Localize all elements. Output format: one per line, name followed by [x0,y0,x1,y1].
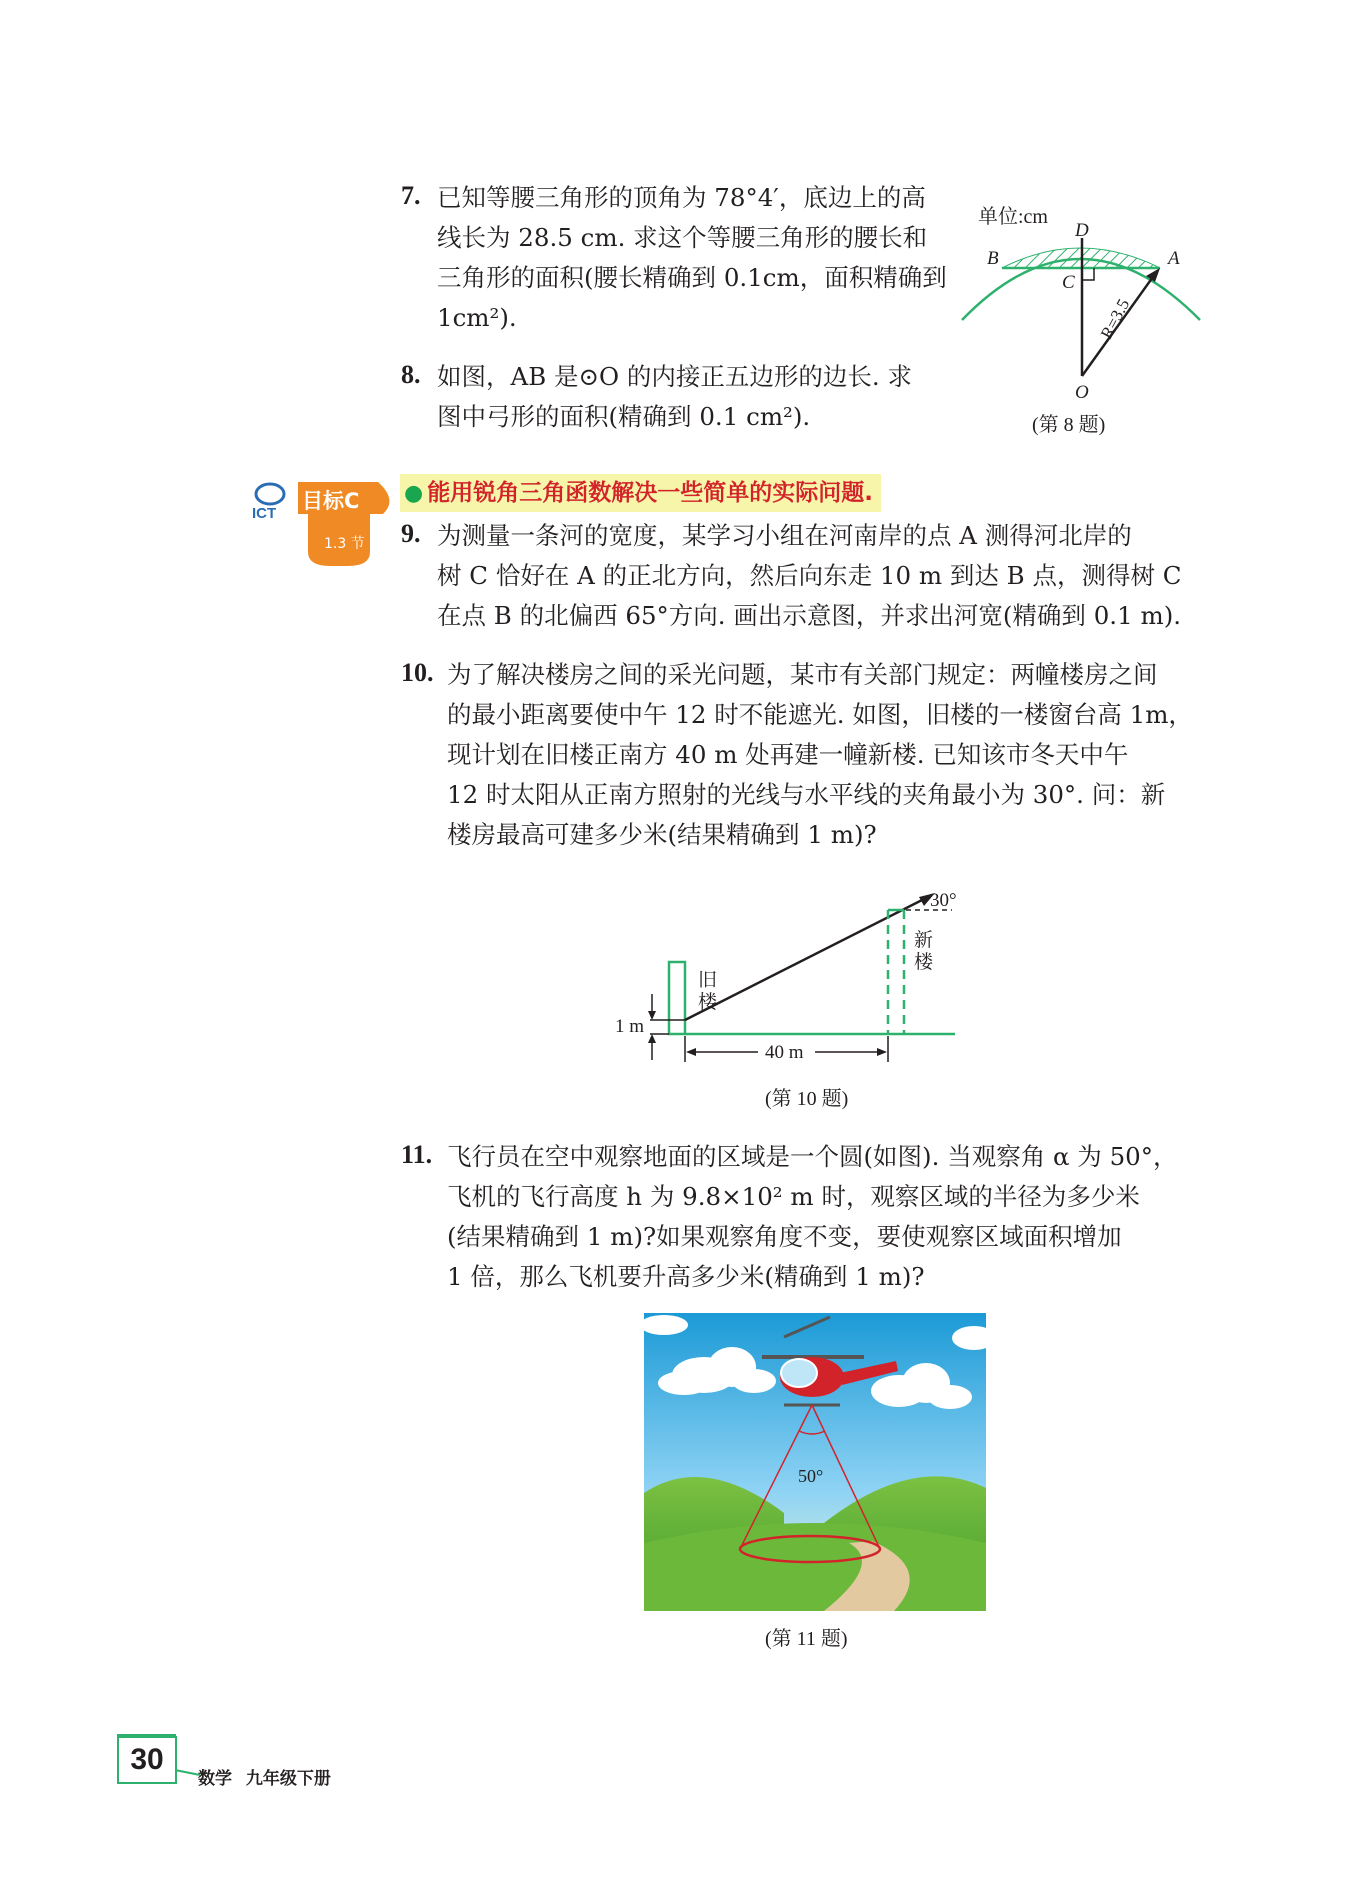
label-b: B [987,248,999,269]
problem-7-line: 1cm²). [437,303,517,332]
problem-10-text [447,655,1207,855]
problem-10-line: 现计划在旧楼正南方 40 m 处再建一幢新楼. 已知该市冬天中午 [447,740,1129,769]
problem-9-line: 为测量一条河的宽度，某学习小组在河南岸的点 A 测得河北岸的 [437,521,1132,550]
figure-8-diagram [950,218,1210,428]
label-c: C [1062,272,1075,293]
figure-11-caption: (第 11 题) [765,1628,848,1650]
problem-9-text [437,516,1207,636]
angle-50-label: 50° [798,1466,824,1486]
problem-10-line: 为了解决楼房之间的采光问题，某市有关部门规定：两幢楼房之间 [447,660,1158,689]
height-arrowhead-bottom-icon [648,1034,656,1043]
old-building-label-1: 旧 [698,970,718,991]
problem-7-text [437,178,957,338]
problem-7-number: 7. [401,181,421,210]
goal-bullet-icon: ● [404,481,424,506]
figure-8-caption: (第 8 题) [1032,414,1106,436]
height-label: 1 m [615,1016,645,1037]
label-d: D [1075,220,1089,241]
angle-label: 30° [930,890,957,911]
right-angle-mark [1082,268,1094,280]
goal-badge [248,470,398,580]
figure-10-caption: (第 10 题) [765,1088,849,1110]
page-number: 30 [117,1736,177,1784]
badge-section: 1.3 节 [324,536,365,552]
dist-arrow-left-icon [686,1048,696,1056]
problem-7-line: 线长为 28.5 cm. 求这个等腰三角形的腰长和 [437,223,928,252]
badge-title: 目标C [302,489,360,513]
problem-11-line: (结果精确到 1 m)?如果观察角度不变，要使观察区域面积增加 [447,1222,1122,1251]
label-r: R=3.5 [1096,295,1134,342]
height-arrowhead-top-icon [648,1011,656,1020]
sun-ray [685,896,930,1020]
problem-9-line: 树 C 恰好在 A 的正北方向，然后向东走 10 m 到达 B 点，测得树 C [437,561,1182,590]
problem-8-line: 如图，AB 是⊙O 的内接正五边形的边长. 求 [437,362,912,391]
problem-11-line: 飞机的飞行高度 h 为 9.8×10² m 时，观察区域的半径为多少米 [447,1182,1140,1211]
label-o: O [1075,382,1089,403]
new-building-label-2: 楼 [914,952,934,973]
problem-10-line: 的最小距离要使中午 12 时不能遮光. 如图，旧楼的一楼窗台高 1m， [447,700,1193,729]
problem-10-number: 10. [401,658,434,687]
figure-10-diagram [610,876,990,1076]
old-building [669,962,685,1034]
goal-text-content: 能用锐角三角函数解决一些简单的实际问题. [427,480,873,506]
ict-logo-icon [256,484,284,504]
problem-8-text [437,357,957,437]
figure-11-illustration [644,1313,986,1611]
problem-8-line: 图中弓形的面积(精确到 0.1 cm²). [437,402,811,431]
footer-book-title: 数学 九年级下册 [198,1769,331,1789]
problem-9-line: 在点 B 的北偏西 65°方向. 画出示意图，并求出河宽(精确到 0.1 m). [437,601,1182,630]
problem-8-number: 8. [401,360,421,389]
problem-10-line: 12 时太阳从正南方照射的光线与水平线的夹角最小为 30°. 问：新 [447,780,1166,809]
problem-7-line: 已知等腰三角形的顶角为 78°4′，底边上的高 [437,183,926,212]
problem-9-number: 9. [401,519,421,548]
dist-arrow-right-icon [877,1048,887,1056]
problem-11-number: 11. [401,1140,433,1169]
figure-8-unit: 单位:cm [978,206,1048,228]
problem-10-line: 楼房最高可建多少米(结果精确到 1 m)? [447,820,877,849]
problem-11-line: 1 倍，那么飞机要升高多少米(精确到 1 m)? [447,1262,925,1291]
problem-11-text [447,1137,1207,1297]
old-building-label-2: 楼 [698,992,718,1013]
label-a: A [1168,248,1180,269]
ict-logo-text: ICT [252,505,277,522]
distance-label: 40 m [765,1042,804,1063]
goal-text [400,474,881,512]
problem-11-line: 飞行员在空中观察地面的区域是一个圆(如图). 当观察角 α 为 50°， [447,1142,1178,1171]
new-building-label-1: 新 [914,930,934,951]
problem-7-line: 三角形的面积(腰长精确到 0.1cm，面积精确到 [437,263,947,292]
